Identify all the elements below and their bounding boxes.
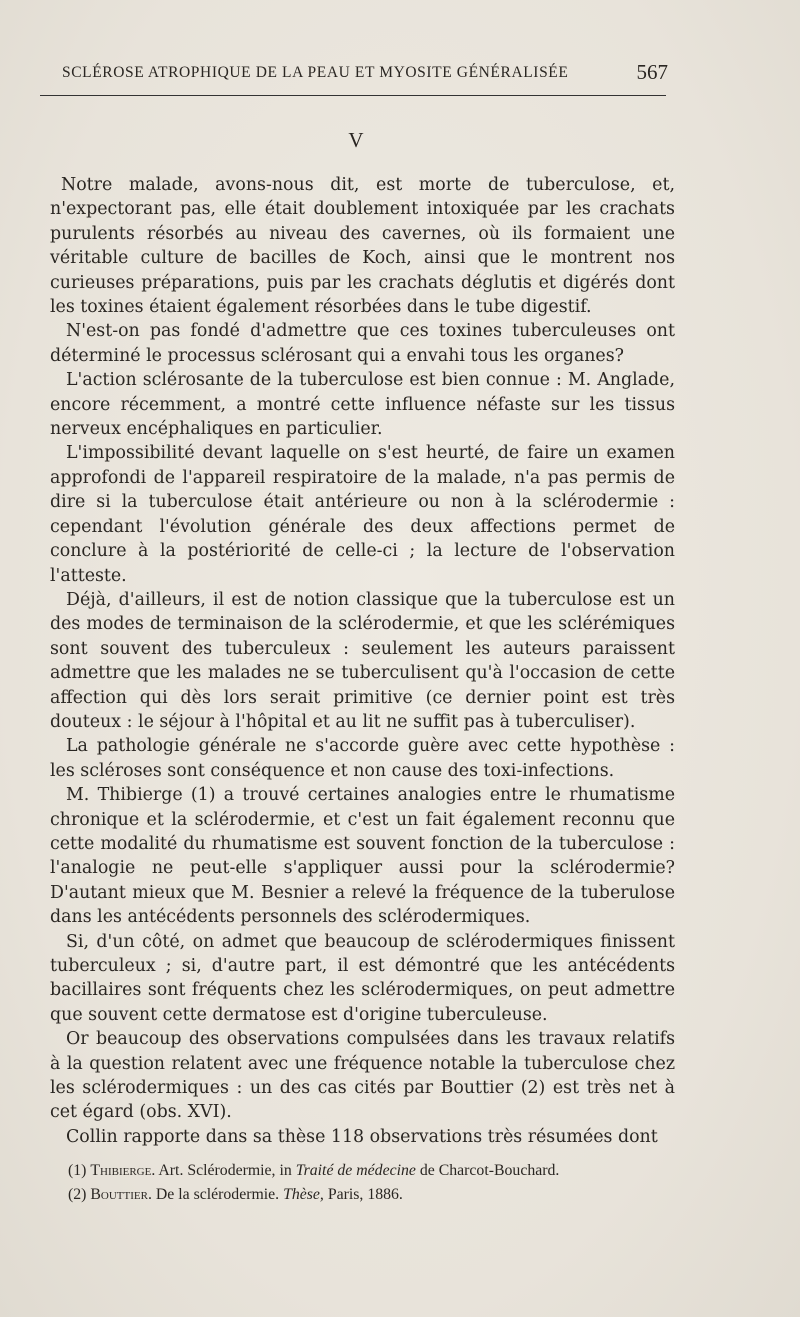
footnote-author: Thibierge. — [90, 1162, 156, 1179]
footnote — [68, 1183, 688, 1207]
running-head-title: SCLÉROSE ATROPHIQUE DE LA PEAU ET MYOSITE GÉNÉRALISÉE — [62, 64, 569, 81]
paragraph: L'impossibilité devant laquelle on s'est heurté, de faire un examen approfondi de l'appareil respiratoire de la malade, n'a pas permis de dire si la tuberculose était antérieure ou non à la sclérodermie : cependant l'évolution générale des deux affections permet de conclure à la postériorité de celle-ci ; la lecture de l'observation l'atteste. — [50, 443, 675, 586]
paragraph: Collin rapporte dans sa thèse 118 observations très résumées dont — [66, 1126, 658, 1147]
paragraph: L'action sclérosante de la tuberculose est bien connue : M. Anglade, encore récemment, a montré cette influence néfaste sur les tissus nerveux encéphaliques en particulier. — [50, 370, 675, 440]
page-number: 567 — [636, 60, 668, 84]
body-text — [50, 173, 675, 1149]
paragraph: N'est-on pas fondé d'admettre que ces toxines tuberculeuses ont déterminé le processus sclérosant qui a envahi tous les organes? — [50, 321, 675, 366]
footnote-text: De la sclérodermie. — [155, 1186, 280, 1203]
footnote-marker: (1) — [68, 1162, 87, 1179]
paragraph: Déjà, d'ailleurs, il est de notion classique que la tuberculose est un des modes de terminaison de la sclérodermie, et que les sclérémiques sont souvent des tuberculeux : seulement les auteurs paraissent admettre que les malades ne se tuberculisent qu'à l'occasion de cette affection qui dès lors serait primitive (ce dernier point est très douteux : le séjour à l'hôpital et au lit ne suffit pas à tuberculiser). — [50, 589, 675, 732]
header-rule — [40, 95, 666, 96]
paragraph: M. Thibierge (1) a trouvé certaines analogies entre le rhumatisme chronique et la sclérodermie, et c'est un fait également reconnu que cette modalité du rhumatisme est souvent fonction de la tuberculose : l'analogie ne peut-elle s'appliquer aussi pour la sclérodermie? D'autant mieux que M. Besnier a relevé la fréquence de la tuberulose dans les antécédents personnels des sclérodermiques. — [50, 785, 675, 928]
footnote-title: Traité de médecine — [295, 1162, 416, 1179]
running-head — [62, 60, 668, 86]
paragraph: Si, d'un côté, on admet que beaucoup de sclérodermiques finissent tuberculeux ; si, d'autre part, il est démontré que les antécédents bacillaires sont fréquents chez les sclérodermiques, on peut admettre que souvent cette dermatose est d'origine tuberculeuse. — [50, 931, 675, 1025]
footnote-text: Art. Sclérodermie, in — [158, 1162, 292, 1179]
footnote-author: Bouttier. — [90, 1186, 152, 1203]
footnote-title: Thèse, — [283, 1186, 324, 1203]
paragraph: La pathologie générale ne s'accorde guère avec cette hypothèse : les scléroses sont conséquence et non cause des toxi-infections. — [50, 736, 675, 781]
footnote-marker: (2) — [68, 1186, 87, 1203]
footnote-text: Paris, 1886. — [327, 1186, 403, 1203]
footnote-text: de Charcot-Bouchard. — [419, 1162, 560, 1179]
footnote — [68, 1159, 688, 1183]
section-heading: V — [348, 128, 364, 152]
footnotes — [68, 1159, 688, 1207]
paragraph: Or beaucoup des observations compulsées dans les travaux relatifs à la question relatent avec une fréquence notable la tuberculose chez les sclérodermiques : un des cas cités par Bouttier (2) est très net à cet égard (obs. XVI). — [50, 1029, 675, 1123]
paragraph: Notre malade, avons-nous dit, est morte de tuberculose, et, n'expectorant pas, elle était doublement intoxiquée par les crachats purulents résorbés au niveau des cavernes, où ils formaient une véritable culture de bacilles de Koch, ainsi que le montrent nos curieuses préparations, puis par les crachats déglutis et digérés dont les toxines étaient également résorbées dans le tube digestif. — [50, 175, 675, 318]
